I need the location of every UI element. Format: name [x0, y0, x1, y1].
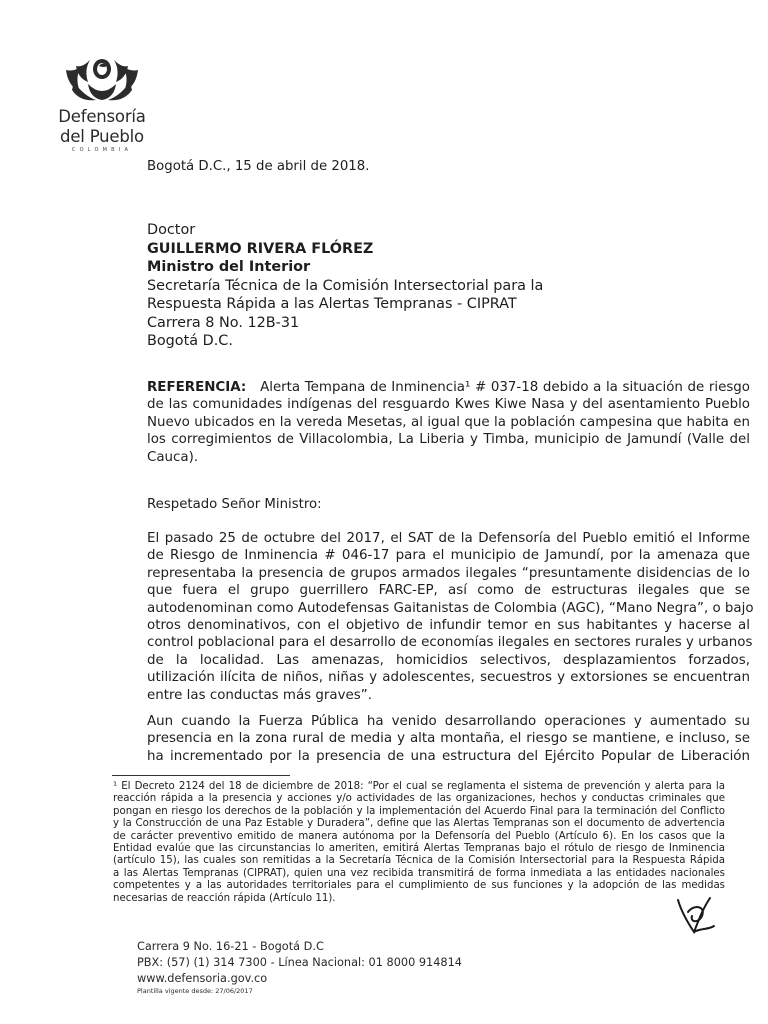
paragraph-line: entre las conductas más graves”. — [147, 687, 372, 703]
footnote-line: pongan en riesgo los derechos de la población y la implementación del Acuerdo Final para la terminación del Conflicto — [113, 805, 725, 817]
paragraph-line: presencia en la zona rural de media y alta montaña, el riesgo se mantiene, e incluso, se — [147, 731, 750, 747]
footer-template-note: Plantilla vigente desde: 27/06/2017 — [137, 987, 253, 996]
reference-label: REFERENCIA: — [147, 380, 247, 395]
body-paragraph-2 — [147, 713, 750, 765]
paragraph-line: control poblacional para el desarrollo de economías ilegales en sectores rurales y urbanos — [147, 635, 753, 651]
footnote-line: reacción rápida a la presencia y acciones y/o actividades de las organizaciones, hechos y conductas criminales que — [113, 793, 725, 805]
addressee-name: GUILLERMO RIVERA FLÓREZ — [147, 240, 374, 257]
letterhead-footer — [137, 939, 462, 996]
footnote-line: de carácter preventivo emitido de manera autónoma por la Defensoría del Pueblo (Artículo 6). En los casos que la — [113, 830, 725, 842]
paragraph-line: Aun cuando la Fuerza Pública ha venido desarrollando operaciones y aumentado su — [147, 714, 750, 729]
footnote-line: a las Alertas Tempranas (CIPRAT), quien una vez recibida transmitirá de forma inmediata a las entidades nacionales — [113, 867, 725, 879]
footer-address: Carrera 9 No. 16-21 - Bogotá D.C — [137, 940, 324, 953]
paragraph-line: otros denominativos, con el objetivo de infundir temor en sus habitantes y hacerse al — [147, 618, 750, 634]
paragraph-line: representaba la presencia de grupos armados ilegales “presuntamente disidencias de lo — [147, 565, 750, 581]
reference-line: Cauca). — [147, 449, 199, 465]
footnote-divider — [112, 775, 290, 776]
footer-phones: PBX: (57) (1) 314 7300 - Línea Nacional: 01 8000 914814 — [137, 955, 462, 969]
addressee-title: Doctor — [147, 222, 196, 238]
footnote-line: necesarias de reacción rápida (Artículo 11). — [113, 892, 336, 904]
paragraph-line: El pasado 25 de octubre del 2017, el SAT de la Defensoría del Pueblo emitió el Informe — [147, 531, 750, 546]
addressee-address: Carrera 8 No. 12B-31 — [147, 314, 300, 331]
defensoria-logo — [54, 52, 150, 162]
footnote-line: y la Construcción de una Paz Estable y Duradera”, define que las Alertas Tempranas son el documento de advertencia — [113, 818, 725, 830]
reference-line: Alerta Tempana de Inminencia¹ # 037-18 debido a la situación de riesgo — [260, 380, 751, 395]
logo-country: COLOMBIA — [71, 147, 133, 153]
addressee-office-line: Secretaría Técnica de la Comisión Intersectorial para la — [147, 277, 544, 294]
footnote-line: (artículo 15), las cuales son remitidas a la Secretaría Técnica de la Comisión Intersectorial para la Respuesta Rápida — [113, 855, 725, 867]
footer-website: www.defensoria.gov.co — [137, 971, 268, 985]
handwritten-initials-signature — [672, 892, 718, 936]
paragraph-line: de la localidad. Las amenazas, homicidios selectivos, desplazamientos forzados, — [147, 652, 750, 668]
body-paragraph-1 — [147, 530, 754, 704]
paragraph-line: ha incrementado por la presencia de una estructura del Ejército Popular de Liberación — [147, 748, 750, 764]
reference-block — [147, 379, 750, 466]
reference-line: Nuevo ubicados en la vereda Mesetas, al igual que la población campesina que habita en — [147, 414, 750, 430]
footnote-line: Entidad evalúe que las circunstancias lo ameriten, emitirá Alertas Tempranas bajo el rótulo de riesgo de Inminencia — [113, 843, 725, 855]
paragraph-line: autodenominan como Autodefensas Gaitanistas de Colombia (AGC), “Mano Negra”, o bajo — [147, 600, 754, 616]
paragraph-line: que fuera el grupo guerrillero FARC-EP, así como de estructuras ilegales que se — [147, 583, 750, 599]
footnote — [113, 781, 725, 905]
addressee-position: Ministro del Interior — [147, 259, 311, 275]
paragraph-line: de Riesgo de Inminencia # 046-17 para el municipio de Jamundí, por la amenaza que — [147, 548, 750, 564]
addressee-office-line: Respuesta Rápida a las Alertas Tempranas - CIPRAT — [147, 296, 517, 312]
addressee-city: Bogotá D.C. — [147, 333, 233, 349]
reference-line: los corregimientos de Villacolombia, La Liberia y Timba, municipio de Jamundí (Valle del — [147, 432, 750, 448]
reference-line: de las comunidades indígenas del resguardo Kwes Kiwe Nasa y del asentamiento Pueblo — [147, 397, 750, 413]
logo-name-line2: del Pueblo — [60, 127, 144, 146]
footnote-line: competentes y a las autoridades territoriales para el cumplimiento de sus funciones y la adopción de las medidas — [113, 880, 725, 892]
logo-name-line1: Defensoría — [58, 107, 146, 126]
addressee-block — [147, 221, 543, 351]
salutation: Respetado Señor Ministro: — [147, 497, 322, 512]
defensoria-emblem-icon — [62, 52, 142, 104]
footnote-line: ¹ El Decreto 2124 del 18 de diciembre de 2018: “Por el cual se reglamenta el sistema de prevención y alerta para la — [113, 781, 725, 792]
paragraph-line: utilización ilícita de niños, niñas y adolescentes, secuestros y extorsiones se encuentran — [147, 670, 750, 686]
letter-date: Bogotá D.C., 15 de abril de 2018. — [147, 159, 370, 174]
